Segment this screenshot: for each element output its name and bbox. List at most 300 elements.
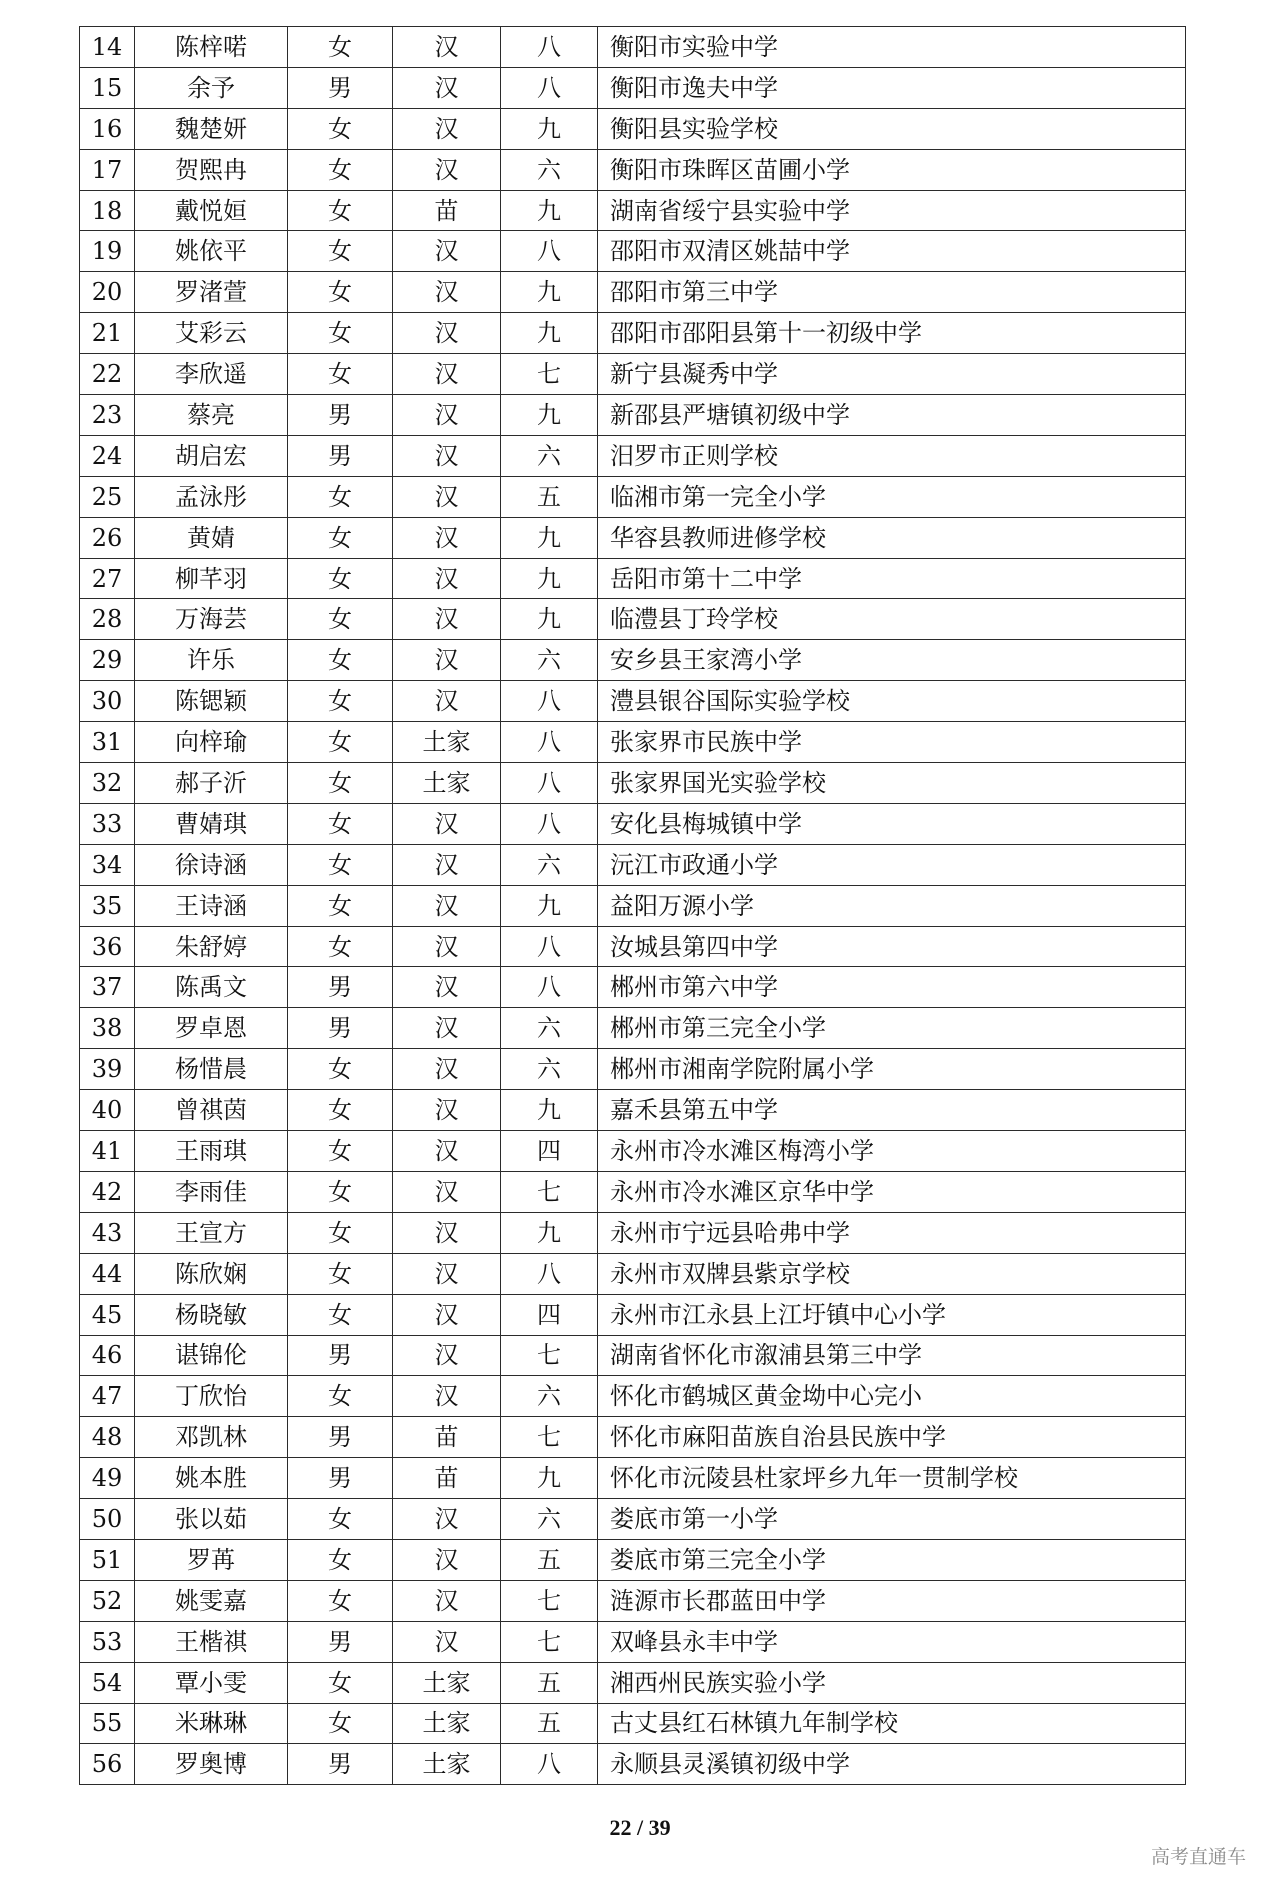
grade-cell: 九 <box>501 272 598 313</box>
ethnicity-cell: 汉 <box>393 1294 501 1335</box>
student-name-cell: 万海芸 <box>135 599 288 640</box>
gender-cell: 女 <box>288 517 393 558</box>
row-number-cell: 17 <box>80 149 135 190</box>
student-name-cell: 杨晓敏 <box>135 1294 288 1335</box>
table-row <box>80 1335 1186 1376</box>
row-number-cell: 28 <box>80 599 135 640</box>
school-cell: 衡阳县实验学校 <box>598 108 1186 149</box>
grade-cell: 八 <box>501 681 598 722</box>
ethnicity-cell: 汉 <box>393 108 501 149</box>
row-number-cell: 44 <box>80 1253 135 1294</box>
ethnicity-cell: 土家 <box>393 1662 501 1703</box>
table-body <box>80 27 1186 1785</box>
ethnicity-cell: 汉 <box>393 885 501 926</box>
table-row <box>80 1580 1186 1621</box>
gender-cell: 女 <box>288 844 393 885</box>
ethnicity-cell: 汉 <box>393 1335 501 1376</box>
student-list-table <box>79 26 1186 1785</box>
school-cell: 安乡县王家湾小学 <box>598 640 1186 681</box>
ethnicity-cell: 汉 <box>393 27 501 68</box>
student-name-cell: 蔡亮 <box>135 395 288 436</box>
table-row <box>80 722 1186 763</box>
gender-cell: 女 <box>288 27 393 68</box>
table-row <box>80 1539 1186 1580</box>
gender-cell: 女 <box>288 1212 393 1253</box>
student-name-cell: 魏楚妍 <box>135 108 288 149</box>
table-row <box>80 1294 1186 1335</box>
gender-cell: 女 <box>288 1131 393 1172</box>
student-name-cell: 罗渚萱 <box>135 272 288 313</box>
table-row <box>80 1703 1186 1744</box>
row-number-cell: 23 <box>80 395 135 436</box>
grade-cell: 八 <box>501 1744 598 1785</box>
student-name-cell: 丁欣怡 <box>135 1376 288 1417</box>
student-name-cell: 覃小雯 <box>135 1662 288 1703</box>
ethnicity-cell: 苗 <box>393 190 501 231</box>
ethnicity-cell: 汉 <box>393 1049 501 1090</box>
page-separator: / <box>636 1815 644 1840</box>
grade-cell: 八 <box>501 926 598 967</box>
table-row <box>80 1499 1186 1540</box>
row-number-cell: 45 <box>80 1294 135 1335</box>
student-name-cell: 曾祺茵 <box>135 1090 288 1131</box>
grade-cell: 九 <box>501 1090 598 1131</box>
student-name-cell: 柳芊羽 <box>135 558 288 599</box>
ethnicity-cell: 汉 <box>393 1008 501 1049</box>
student-name-cell: 艾彩云 <box>135 313 288 354</box>
grade-cell: 九 <box>501 1212 598 1253</box>
grade-cell: 六 <box>501 844 598 885</box>
ethnicity-cell: 汉 <box>393 1580 501 1621</box>
school-cell: 岳阳市第十二中学 <box>598 558 1186 599</box>
row-number-cell: 33 <box>80 803 135 844</box>
row-number-cell: 21 <box>80 313 135 354</box>
table-row <box>80 681 1186 722</box>
row-number-cell: 34 <box>80 844 135 885</box>
grade-cell: 五 <box>501 1539 598 1580</box>
ethnicity-cell: 苗 <box>393 1417 501 1458</box>
gender-cell: 女 <box>288 1539 393 1580</box>
row-number-cell: 14 <box>80 27 135 68</box>
grade-cell: 八 <box>501 27 598 68</box>
gender-cell: 女 <box>288 558 393 599</box>
student-name-cell: 罗奥博 <box>135 1744 288 1785</box>
student-name-cell: 王雨琪 <box>135 1131 288 1172</box>
table-row <box>80 476 1186 517</box>
gender-cell: 男 <box>288 1335 393 1376</box>
row-number-cell: 18 <box>80 190 135 231</box>
gender-cell: 男 <box>288 1008 393 1049</box>
gender-cell: 女 <box>288 1499 393 1540</box>
school-cell: 永州市宁远县哈弗中学 <box>598 1212 1186 1253</box>
table-row <box>80 1376 1186 1417</box>
grade-cell: 八 <box>501 803 598 844</box>
grade-cell: 四 <box>501 1131 598 1172</box>
grade-cell: 九 <box>501 1458 598 1499</box>
gender-cell: 女 <box>288 599 393 640</box>
gender-cell: 男 <box>288 1417 393 1458</box>
school-cell: 怀化市麻阳苗族自治县民族中学 <box>598 1417 1186 1458</box>
grade-cell: 五 <box>501 1703 598 1744</box>
grade-cell: 九 <box>501 885 598 926</box>
grade-cell: 七 <box>501 1335 598 1376</box>
student-name-cell: 孟泳彤 <box>135 476 288 517</box>
table-row <box>80 844 1186 885</box>
table-row <box>80 803 1186 844</box>
row-number-cell: 42 <box>80 1171 135 1212</box>
student-name-cell: 李雨佳 <box>135 1171 288 1212</box>
student-name-cell: 邓凯林 <box>135 1417 288 1458</box>
grade-cell: 六 <box>501 1499 598 1540</box>
row-number-cell: 54 <box>80 1662 135 1703</box>
school-cell: 张家界市民族中学 <box>598 722 1186 763</box>
gender-cell: 男 <box>288 395 393 436</box>
student-name-cell: 戴悦姮 <box>135 190 288 231</box>
school-cell: 湖南省怀化市溆浦县第三中学 <box>598 1335 1186 1376</box>
school-cell: 临湘市第一完全小学 <box>598 476 1186 517</box>
table-row <box>80 231 1186 272</box>
ethnicity-cell: 汉 <box>393 1539 501 1580</box>
grade-cell: 七 <box>501 1580 598 1621</box>
gender-cell: 女 <box>288 763 393 804</box>
grade-cell: 九 <box>501 313 598 354</box>
gender-cell: 女 <box>288 885 393 926</box>
school-cell: 邵阳市第三中学 <box>598 272 1186 313</box>
school-cell: 新邵县严塘镇初级中学 <box>598 395 1186 436</box>
ethnicity-cell: 汉 <box>393 803 501 844</box>
grade-cell: 九 <box>501 190 598 231</box>
row-number-cell: 35 <box>80 885 135 926</box>
row-number-cell: 38 <box>80 1008 135 1049</box>
table-row <box>80 435 1186 476</box>
ethnicity-cell: 汉 <box>393 1376 501 1417</box>
student-name-cell: 王诗涵 <box>135 885 288 926</box>
school-cell: 嘉禾县第五中学 <box>598 1090 1186 1131</box>
grade-cell: 四 <box>501 1294 598 1335</box>
ethnicity-cell: 汉 <box>393 1171 501 1212</box>
table-row <box>80 1131 1186 1172</box>
table-row <box>80 967 1186 1008</box>
row-number-cell: 49 <box>80 1458 135 1499</box>
row-number-cell: 32 <box>80 763 135 804</box>
ethnicity-cell: 土家 <box>393 1744 501 1785</box>
school-cell: 永州市江永县上江圩镇中心小学 <box>598 1294 1186 1335</box>
row-number-cell: 15 <box>80 67 135 108</box>
ethnicity-cell: 汉 <box>393 681 501 722</box>
gender-cell: 女 <box>288 722 393 763</box>
table-row <box>80 1662 1186 1703</box>
student-name-cell: 曹婧琪 <box>135 803 288 844</box>
row-number-cell: 19 <box>80 231 135 272</box>
school-cell: 怀化市沅陵县杜家坪乡九年一贯制学校 <box>598 1458 1186 1499</box>
table-row <box>80 1744 1186 1785</box>
gender-cell: 女 <box>288 1376 393 1417</box>
school-cell: 邵阳市邵阳县第十一初级中学 <box>598 313 1186 354</box>
gender-cell: 女 <box>288 1049 393 1090</box>
ethnicity-cell: 汉 <box>393 1090 501 1131</box>
grade-cell: 六 <box>501 1008 598 1049</box>
ethnicity-cell: 汉 <box>393 149 501 190</box>
row-number-cell: 22 <box>80 354 135 395</box>
gender-cell: 女 <box>288 272 393 313</box>
gender-cell: 女 <box>288 108 393 149</box>
school-cell: 衡阳市珠晖区苗圃小学 <box>598 149 1186 190</box>
school-cell: 汨罗市正则学校 <box>598 435 1186 476</box>
school-cell: 衡阳市实验中学 <box>598 27 1186 68</box>
student-name-cell: 贺熙冉 <box>135 149 288 190</box>
ethnicity-cell: 汉 <box>393 67 501 108</box>
student-name-cell: 米琳琳 <box>135 1703 288 1744</box>
school-cell: 益阳万源小学 <box>598 885 1186 926</box>
student-name-cell: 陈欣娴 <box>135 1253 288 1294</box>
table-row <box>80 1008 1186 1049</box>
table-row <box>80 1049 1186 1090</box>
gender-cell: 女 <box>288 1294 393 1335</box>
school-cell: 怀化市鹤城区黄金坳中心完小 <box>598 1376 1186 1417</box>
ethnicity-cell: 汉 <box>393 844 501 885</box>
grade-cell: 七 <box>501 1417 598 1458</box>
grade-cell: 九 <box>501 517 598 558</box>
table-row <box>80 885 1186 926</box>
grade-cell: 七 <box>501 1621 598 1662</box>
student-name-cell: 张以茹 <box>135 1499 288 1540</box>
student-name-cell: 杨惜晨 <box>135 1049 288 1090</box>
student-name-cell: 黄婧 <box>135 517 288 558</box>
school-cell: 华容县教师进修学校 <box>598 517 1186 558</box>
school-cell: 临澧县丁玲学校 <box>598 599 1186 640</box>
gender-cell: 男 <box>288 967 393 1008</box>
ethnicity-cell: 汉 <box>393 599 501 640</box>
gender-cell: 男 <box>288 435 393 476</box>
row-number-cell: 25 <box>80 476 135 517</box>
gender-cell: 女 <box>288 476 393 517</box>
student-name-cell: 徐诗涵 <box>135 844 288 885</box>
table-row <box>80 599 1186 640</box>
school-cell: 衡阳市逸夫中学 <box>598 67 1186 108</box>
school-cell: 湘西州民族实验小学 <box>598 1662 1186 1703</box>
gender-cell: 女 <box>288 190 393 231</box>
student-name-cell: 陈锶颖 <box>135 681 288 722</box>
ethnicity-cell: 汉 <box>393 272 501 313</box>
gender-cell: 男 <box>288 1621 393 1662</box>
total-pages: 39 <box>648 1815 671 1840</box>
school-cell: 郴州市第三完全小学 <box>598 1008 1186 1049</box>
school-cell: 娄底市第一小学 <box>598 1499 1186 1540</box>
table-row <box>80 395 1186 436</box>
gender-cell: 女 <box>288 1703 393 1744</box>
ethnicity-cell: 汉 <box>393 476 501 517</box>
table-row <box>80 1171 1186 1212</box>
row-number-cell: 43 <box>80 1212 135 1253</box>
gender-cell: 女 <box>288 1253 393 1294</box>
grade-cell: 六 <box>501 149 598 190</box>
gender-cell: 女 <box>288 354 393 395</box>
grade-cell: 六 <box>501 435 598 476</box>
row-number-cell: 51 <box>80 1539 135 1580</box>
row-number-cell: 52 <box>80 1580 135 1621</box>
gender-cell: 女 <box>288 1662 393 1703</box>
grade-cell: 八 <box>501 1253 598 1294</box>
ethnicity-cell: 汉 <box>393 313 501 354</box>
table-row <box>80 640 1186 681</box>
student-name-cell: 谌锦伦 <box>135 1335 288 1376</box>
gender-cell: 女 <box>288 1171 393 1212</box>
gender-cell: 男 <box>288 1458 393 1499</box>
school-cell: 安化县梅城镇中学 <box>598 803 1186 844</box>
row-number-cell: 37 <box>80 967 135 1008</box>
table-row <box>80 1417 1186 1458</box>
student-name-cell: 罗卓恩 <box>135 1008 288 1049</box>
table-row <box>80 1090 1186 1131</box>
grade-cell: 八 <box>501 722 598 763</box>
table-row <box>80 27 1186 68</box>
gender-cell: 男 <box>288 67 393 108</box>
gender-cell: 女 <box>288 231 393 272</box>
student-name-cell: 李欣遥 <box>135 354 288 395</box>
student-name-cell: 姚雯嘉 <box>135 1580 288 1621</box>
ethnicity-cell: 汉 <box>393 926 501 967</box>
row-number-cell: 36 <box>80 926 135 967</box>
gender-cell: 女 <box>288 1090 393 1131</box>
school-cell: 沅江市政通小学 <box>598 844 1186 885</box>
watermark-text: 高考直通车 <box>1150 1846 1246 1868</box>
gender-cell: 女 <box>288 149 393 190</box>
student-name-cell: 余予 <box>135 67 288 108</box>
ethnicity-cell: 汉 <box>393 395 501 436</box>
student-name-cell: 许乐 <box>135 640 288 681</box>
gender-cell: 女 <box>288 640 393 681</box>
ethnicity-cell: 土家 <box>393 722 501 763</box>
school-cell: 古丈县红石林镇九年制学校 <box>598 1703 1186 1744</box>
student-name-cell: 王宣方 <box>135 1212 288 1253</box>
table-row <box>80 67 1186 108</box>
current-page: 22 <box>609 1815 632 1840</box>
table-row <box>80 1458 1186 1499</box>
row-number-cell: 30 <box>80 681 135 722</box>
grade-cell: 八 <box>501 763 598 804</box>
row-number-cell: 56 <box>80 1744 135 1785</box>
grade-cell: 六 <box>501 1049 598 1090</box>
ethnicity-cell: 汉 <box>393 231 501 272</box>
gender-cell: 女 <box>288 803 393 844</box>
table-row <box>80 926 1186 967</box>
grade-cell: 六 <box>501 640 598 681</box>
row-number-cell: 55 <box>80 1703 135 1744</box>
ethnicity-cell: 汉 <box>393 558 501 599</box>
ethnicity-cell: 土家 <box>393 1703 501 1744</box>
school-cell: 澧县银谷国际实验学校 <box>598 681 1186 722</box>
grade-cell: 八 <box>501 67 598 108</box>
school-cell: 汝城县第四中学 <box>598 926 1186 967</box>
school-cell: 永州市冷水滩区京华中学 <box>598 1171 1186 1212</box>
table-row <box>80 763 1186 804</box>
row-number-cell: 50 <box>80 1499 135 1540</box>
student-name-cell: 向梓瑜 <box>135 722 288 763</box>
grade-cell: 九 <box>501 558 598 599</box>
grade-cell: 八 <box>501 231 598 272</box>
ethnicity-cell: 汉 <box>393 517 501 558</box>
school-cell: 湖南省绥宁县实验中学 <box>598 190 1186 231</box>
row-number-cell: 16 <box>80 108 135 149</box>
row-number-cell: 40 <box>80 1090 135 1131</box>
ethnicity-cell: 汉 <box>393 1212 501 1253</box>
ethnicity-cell: 汉 <box>393 435 501 476</box>
ethnicity-cell: 汉 <box>393 1499 501 1540</box>
gender-cell: 男 <box>288 1744 393 1785</box>
school-cell: 永顺县灵溪镇初级中学 <box>598 1744 1186 1785</box>
ethnicity-cell: 汉 <box>393 354 501 395</box>
school-cell: 新宁县凝秀中学 <box>598 354 1186 395</box>
student-name-cell: 罗苒 <box>135 1539 288 1580</box>
gender-cell: 女 <box>288 681 393 722</box>
table-row <box>80 1253 1186 1294</box>
table-row <box>80 313 1186 354</box>
grade-cell: 九 <box>501 395 598 436</box>
school-cell: 娄底市第三完全小学 <box>598 1539 1186 1580</box>
grade-cell: 六 <box>501 1376 598 1417</box>
row-number-cell: 53 <box>80 1621 135 1662</box>
student-name-cell: 胡启宏 <box>135 435 288 476</box>
row-number-cell: 48 <box>80 1417 135 1458</box>
ethnicity-cell: 汉 <box>393 1131 501 1172</box>
grade-cell: 七 <box>501 1171 598 1212</box>
row-number-cell: 29 <box>80 640 135 681</box>
gender-cell: 女 <box>288 926 393 967</box>
grade-cell: 九 <box>501 599 598 640</box>
table-row <box>80 190 1186 231</box>
grade-cell: 五 <box>501 476 598 517</box>
ethnicity-cell: 汉 <box>393 967 501 1008</box>
row-number-cell: 39 <box>80 1049 135 1090</box>
student-name-cell: 郝子沂 <box>135 763 288 804</box>
table-row <box>80 517 1186 558</box>
ethnicity-cell: 汉 <box>393 1621 501 1662</box>
school-cell: 永州市双牌县紫京学校 <box>598 1253 1186 1294</box>
table-row <box>80 558 1186 599</box>
row-number-cell: 27 <box>80 558 135 599</box>
school-cell: 郴州市湘南学院附属小学 <box>598 1049 1186 1090</box>
table-row <box>80 354 1186 395</box>
row-number-cell: 20 <box>80 272 135 313</box>
ethnicity-cell: 苗 <box>393 1458 501 1499</box>
grade-cell: 九 <box>501 108 598 149</box>
ethnicity-cell: 土家 <box>393 763 501 804</box>
school-cell: 双峰县永丰中学 <box>598 1621 1186 1662</box>
row-number-cell: 46 <box>80 1335 135 1376</box>
row-number-cell: 41 <box>80 1131 135 1172</box>
grade-cell: 八 <box>501 967 598 1008</box>
school-cell: 永州市冷水滩区梅湾小学 <box>598 1131 1186 1172</box>
row-number-cell: 26 <box>80 517 135 558</box>
table-row <box>80 108 1186 149</box>
grade-cell: 五 <box>501 1662 598 1703</box>
row-number-cell: 24 <box>80 435 135 476</box>
student-name-cell: 姚依平 <box>135 231 288 272</box>
student-name-cell: 朱舒婷 <box>135 926 288 967</box>
school-cell: 涟源市长郡蓝田中学 <box>598 1580 1186 1621</box>
student-name-cell: 王楷祺 <box>135 1621 288 1662</box>
gender-cell: 女 <box>288 313 393 354</box>
student-name-cell: 陈梓喏 <box>135 27 288 68</box>
gender-cell: 女 <box>288 1580 393 1621</box>
school-cell: 郴州市第六中学 <box>598 967 1186 1008</box>
student-name-cell: 陈禹文 <box>135 967 288 1008</box>
grade-cell: 七 <box>501 354 598 395</box>
ethnicity-cell: 汉 <box>393 640 501 681</box>
table-row <box>80 149 1186 190</box>
table-row <box>80 1212 1186 1253</box>
page-number <box>0 1815 1280 1841</box>
